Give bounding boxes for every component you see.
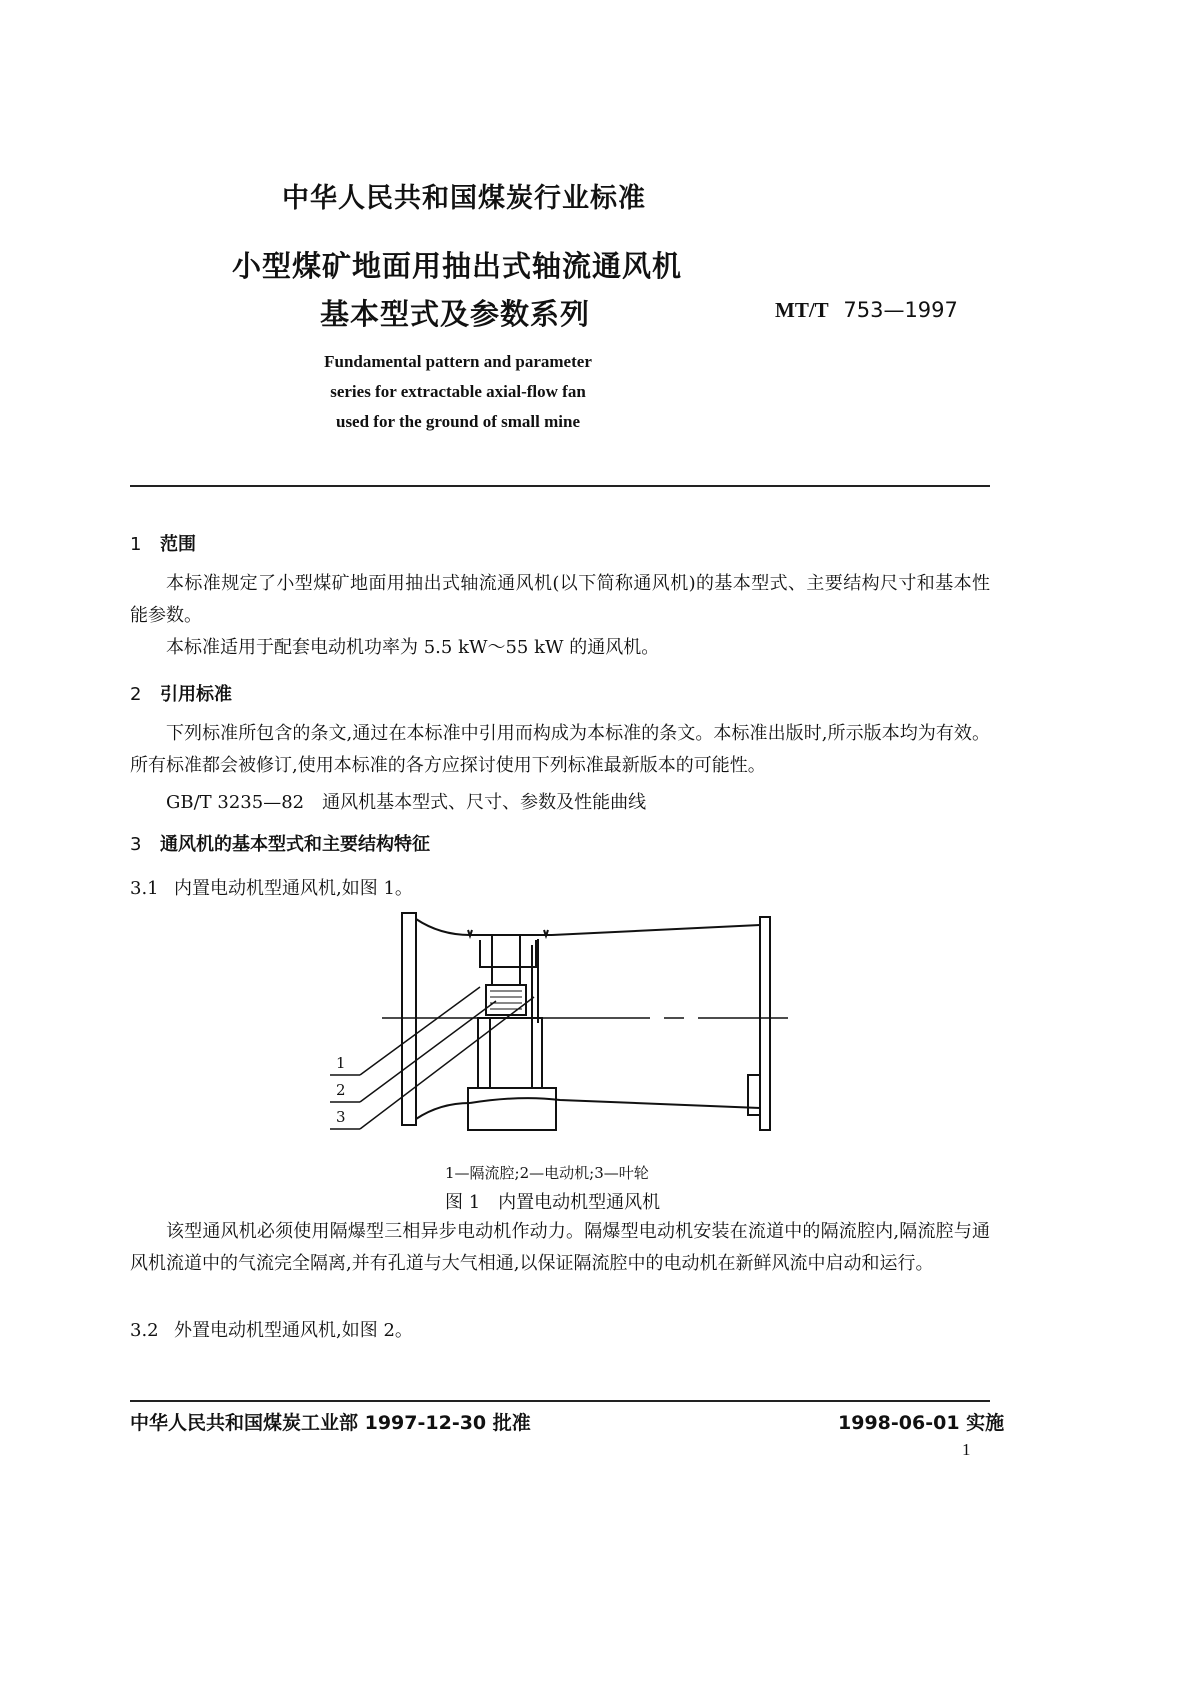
reference-title: 通风机基本型式、尺寸、参数及性能曲线 (322, 792, 647, 813)
page-number: 1 (962, 1440, 971, 1459)
header-rule (130, 485, 990, 487)
figure-label-1: 1 (336, 1054, 346, 1072)
reference-code: GB/T 3235—82 (166, 792, 305, 813)
standard-title-line2: 基本型式及参数系列 (320, 297, 591, 331)
section-1-paragraph-2: 本标准适用于配套电动机功率为 5.5 kW～55 kW 的通风机。 (166, 637, 660, 658)
section-1-paragraph-1: 本标准规定了小型煤矿地面用抽出式轴流通风机(以下简称通风机)的基本型式、主要结构尺寸和基本性能参数。 (130, 573, 990, 626)
subsection-text: 内置电动机型通风机,如图 1。 (174, 878, 413, 899)
outlet-stub (748, 1075, 760, 1115)
standard-code-prefix: MT/T (775, 298, 829, 322)
effective-date-line: 1998-06-01 实施 (838, 1412, 1005, 1434)
section-number: 1 (130, 534, 142, 555)
section-3-paragraph: 该型通风机必须使用隔爆型三相异步电动机作动力。隔爆型电动机安装在流道中的隔流腔内,隔流腔与通风机流道中的气流完全隔离,并有孔道与大气相通,以保证隔流腔中的电动机在新鲜风流中启动和运行。 (130, 1221, 990, 1274)
subsection-number: 3.1 (130, 878, 159, 899)
english-title-line1: Fundamental pattern and parameter (324, 352, 592, 371)
leader-3 (360, 997, 534, 1129)
english-title-line2: series for extractable axial-flow fan (330, 382, 586, 401)
leader-2 (360, 1001, 496, 1102)
subsection-3-1 (130, 874, 413, 900)
subsection-3-2 (130, 1316, 413, 1342)
footer-rule (130, 1400, 990, 1402)
referenced-standard (166, 788, 646, 814)
inlet-curve-bottom (416, 1103, 470, 1119)
outlet-flange (760, 917, 770, 1130)
section-number: 3 (130, 834, 142, 855)
issuing-body: 中华人民共和国煤炭行业标准 (282, 183, 646, 214)
isolation-chamber-top (480, 940, 536, 967)
section-title: 引用标准 (160, 684, 232, 705)
section-number: 2 (130, 684, 142, 705)
figure-label-3: 3 (336, 1108, 346, 1126)
standard-title-line1: 小型煤矿地面用抽出式轴流通风机 (232, 249, 683, 283)
leader-1 (360, 987, 480, 1075)
standard-code-number: 753—1997 (843, 298, 958, 322)
diffuser-bottom (470, 1098, 760, 1108)
section-title: 范围 (160, 534, 196, 555)
figure-1-drawing (320, 905, 800, 1140)
section-2-heading (130, 680, 232, 706)
section-3-heading (130, 830, 430, 856)
subsection-number: 3.2 (130, 1320, 159, 1341)
inlet-flange (402, 913, 416, 1125)
section-1-heading (130, 530, 196, 556)
figure-title: 图 1 内置电动机型通风机 (445, 1192, 661, 1213)
diffuser-top (552, 925, 760, 935)
english-title-line3: used for the ground of small mine (335, 412, 580, 431)
support-base (468, 1088, 556, 1130)
approval-line: 中华人民共和国煤炭工业部 1997-12-30 批准 (130, 1412, 531, 1434)
motor-block (486, 985, 526, 1015)
figure-label-2: 2 (336, 1081, 346, 1099)
figure-legend: 1—隔流腔;2—电动机;3—叶轮 (445, 1164, 649, 1182)
inlet-curve-top (416, 919, 470, 935)
subsection-text: 外置电动机型通风机,如图 2。 (174, 1320, 413, 1341)
section-2-paragraph-1: 下列标准所包含的条文,通过在本标准中引用而构成为本标准的条文。本标准出版时,所示版本均为有效。所有标准都会被修订,使用本标准的各方应探讨使用下列标准最新版本的可能性。 (130, 723, 990, 776)
standard-code (775, 298, 958, 323)
section-title: 通风机的基本型式和主要结构特征 (160, 834, 430, 855)
